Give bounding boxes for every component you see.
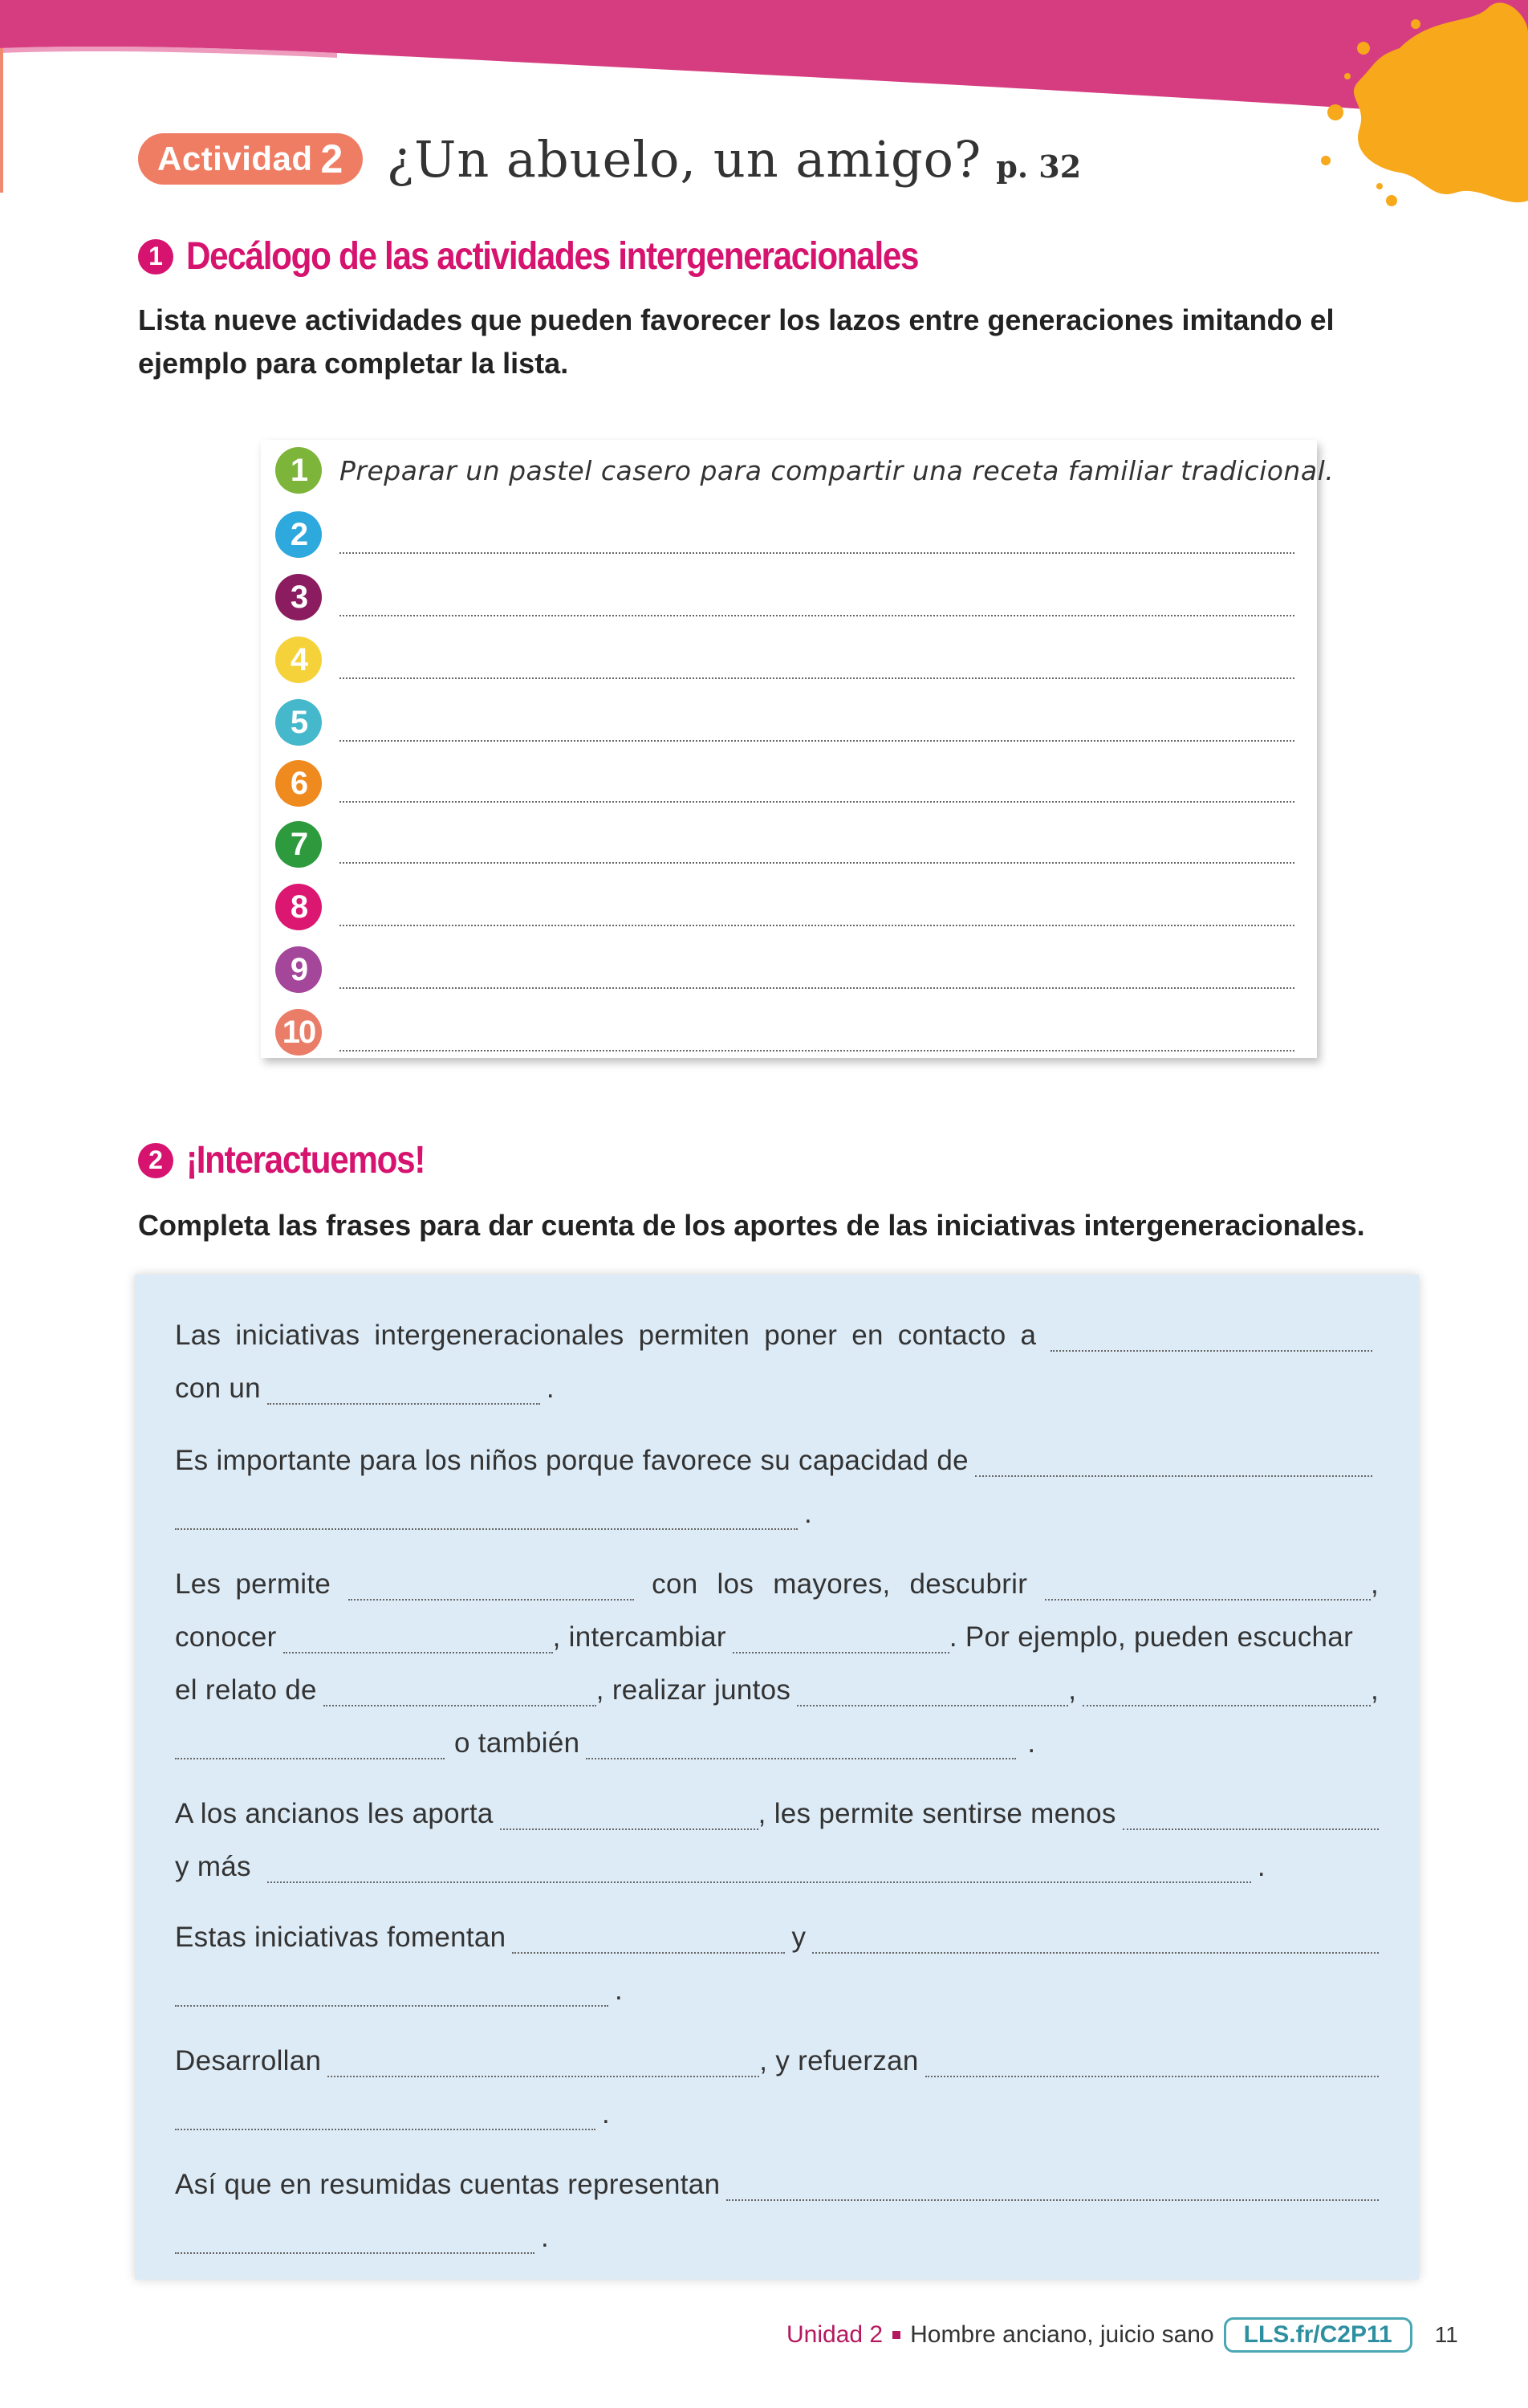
answer-blank[interactable] [925,2047,1379,2077]
list-item [275,1008,1311,1056]
sentence-4-line-2 [175,1830,1379,1883]
footer-separator-icon [892,2331,900,2339]
sentence-text: . [1027,1727,1036,1759]
section-2-instruction: Completa las frases para dar cuenta de los aportes de las iniciativas intergeneracionales. [138,1209,1365,1242]
sentence-text: el relato de [175,1674,317,1706]
answer-blank[interactable] [812,1923,1379,1954]
footer-unit: Unidad 2 [786,2321,884,2348]
sentence-text: , les permite sentirse menos [758,1798,1116,1829]
sentence-text: Así que en resumidas cuentas representan [175,2169,721,2200]
answer-blank[interactable] [323,1676,596,1706]
sentence-text: . Por ejemplo, pueden escuchar [949,1621,1354,1653]
list-item-number: 3 [275,574,322,620]
answer-blank[interactable] [512,1923,785,1954]
sentence-text: , [1068,1674,1077,1706]
list-item [275,946,1311,994]
sentence-4-line-1 [175,1777,1379,1830]
sentence-text: . [804,1498,813,1529]
sentence-3-line-1 [175,1548,1379,1601]
answer-blank[interactable] [348,1570,634,1601]
answer-blank[interactable] [175,1499,798,1530]
sentence-2-line-1 [175,1424,1379,1477]
sentence-text: A los ancianos les aporta [175,1798,494,1829]
activity-badge [138,133,363,185]
answer-blank[interactable] [339,522,1294,554]
answer-blank[interactable] [975,1446,1372,1477]
sentence-text: conocer [175,1621,277,1653]
list-item-number: 6 [275,760,322,807]
sentence-text: y [791,1922,807,1953]
sentence-3-line-2 [175,1601,1379,1653]
page-footer [786,2315,1458,2355]
list-item [275,820,1311,868]
answer-blank[interactable] [339,1019,1294,1051]
list-item-number: 2 [275,511,322,558]
sentence-text: Las iniciativas intergeneracionales permiten poner en contacto a [175,1320,1037,1351]
sentence-text: , intercambiar [552,1621,726,1653]
section-2-title: ¡Interactuemos! [186,1139,425,1182]
sentence-7-line-1 [175,2148,1379,2201]
sentence-text: . [602,2098,611,2129]
sentence-text: Desarrollan [175,2045,322,2076]
list-item [275,759,1311,807]
decalogue-list [261,440,1335,1058]
answer-blank[interactable] [339,894,1294,926]
answer-blank[interactable] [586,1729,1016,1759]
answer-blank[interactable] [726,2170,1379,2201]
sentence-6-line-1 [175,2024,1379,2077]
list-item [275,510,1311,559]
section-1-number: 1 [138,239,173,275]
sentence-text: , realizar juntos [595,1674,791,1706]
answer-blank[interactable] [1083,1676,1371,1706]
sentence-1-line-1 [175,1299,1379,1352]
activity-header [138,127,1081,191]
sentence-1-line-2 [175,1352,1379,1405]
sentence-text: Estas iniciativas fomentan [175,1922,506,1953]
list-item [275,573,1311,621]
page-reference: p. 32 [996,148,1082,185]
sentence-text: o también [454,1727,580,1759]
list-item [275,446,1335,494]
footer-unit-title: Hombre anciano, juicio sano [910,2321,1214,2348]
sentence-text: . [546,1373,555,1404]
section-1-instruction: Lista nueve actividades que pueden favorecer los lazos entre generaciones imitando el ejemplo para completar la lista. [138,303,1335,380]
answer-blank[interactable] [339,647,1294,679]
list-item-number: 8 [275,884,322,930]
section-1-heading [138,234,1018,279]
sentence-5-line-2 [175,1954,1379,2007]
answer-blank[interactable] [339,584,1294,616]
activity-number: 2 [320,136,343,181]
sentence-text: y más [175,1851,251,1882]
list-item-number: 9 [275,946,322,993]
answer-blank[interactable] [1123,1800,1379,1830]
sentence-text: con los mayores, descubrir [652,1568,1028,1600]
list-item-number: 7 [275,821,322,868]
list-item [275,636,1311,684]
answer-blank[interactable] [327,2047,759,2077]
section-2-heading [138,1138,457,1182]
example-answer: Preparar un pastel casero para compartir una receta familiar tradicional. [339,454,1335,486]
sentence-6-line-2 [175,2077,1379,2130]
sentence-3-line-3 [175,1653,1379,1706]
answer-blank[interactable] [1050,1321,1372,1352]
sentence-text: con un [175,1373,261,1404]
page-title: ¿Un abuelo, un amigo? [386,129,982,189]
answer-blank[interactable] [175,2100,595,2130]
sentence-2-line-2 [175,1477,1379,1530]
answer-blank[interactable] [339,710,1294,742]
list-item [275,698,1311,746]
section-2-number: 2 [138,1143,173,1178]
answer-blank[interactable] [175,2223,534,2254]
sentence-text: Es importante para los niños porque favorece su capacidad de [175,1445,969,1476]
sentence-text: , [1370,1674,1379,1706]
sentence-text: Les permite [175,1568,331,1600]
answer-blank[interactable] [267,1853,1251,1883]
fill-in-sentences-box [135,1275,1419,2280]
sentence-text: , y refuerzan [759,2045,919,2076]
answer-blank[interactable] [1045,1570,1371,1601]
sentence-text: . [541,2222,550,2253]
answer-blank[interactable] [267,1374,540,1405]
sentence-text: . [1257,1851,1266,1882]
paint-splash-decoration [1287,0,1528,241]
answer-blank[interactable] [283,1623,553,1653]
list-item-number: 10 [275,1009,322,1056]
answer-blank[interactable] [339,832,1294,864]
footer-link[interactable]: LLS.fr/C2P11 [1224,2317,1412,2353]
answer-blank[interactable] [797,1676,1068,1706]
page-number: 11 [1434,2322,1458,2347]
list-item-number: 1 [275,447,322,494]
answer-blank[interactable] [175,1729,445,1759]
sentence-3-line-4 [175,1706,1379,1759]
sentence-7-line-2 [175,2201,1379,2254]
answer-blank[interactable] [339,957,1294,989]
sentence-text: , [1370,1568,1379,1600]
list-item-number: 4 [275,637,322,683]
list-item [275,883,1311,931]
sentence-text: . [615,1975,624,2006]
activity-label: Actividad [157,140,313,177]
answer-blank[interactable] [339,771,1294,803]
sentence-5-line-1 [175,1901,1379,1954]
answer-blank[interactable] [175,1976,608,2007]
list-item-number: 5 [275,699,322,746]
answer-blank[interactable] [733,1623,949,1653]
answer-blank[interactable] [500,1800,758,1830]
section-1-title: Decálogo de las actividades intergeneracionales [186,235,919,278]
